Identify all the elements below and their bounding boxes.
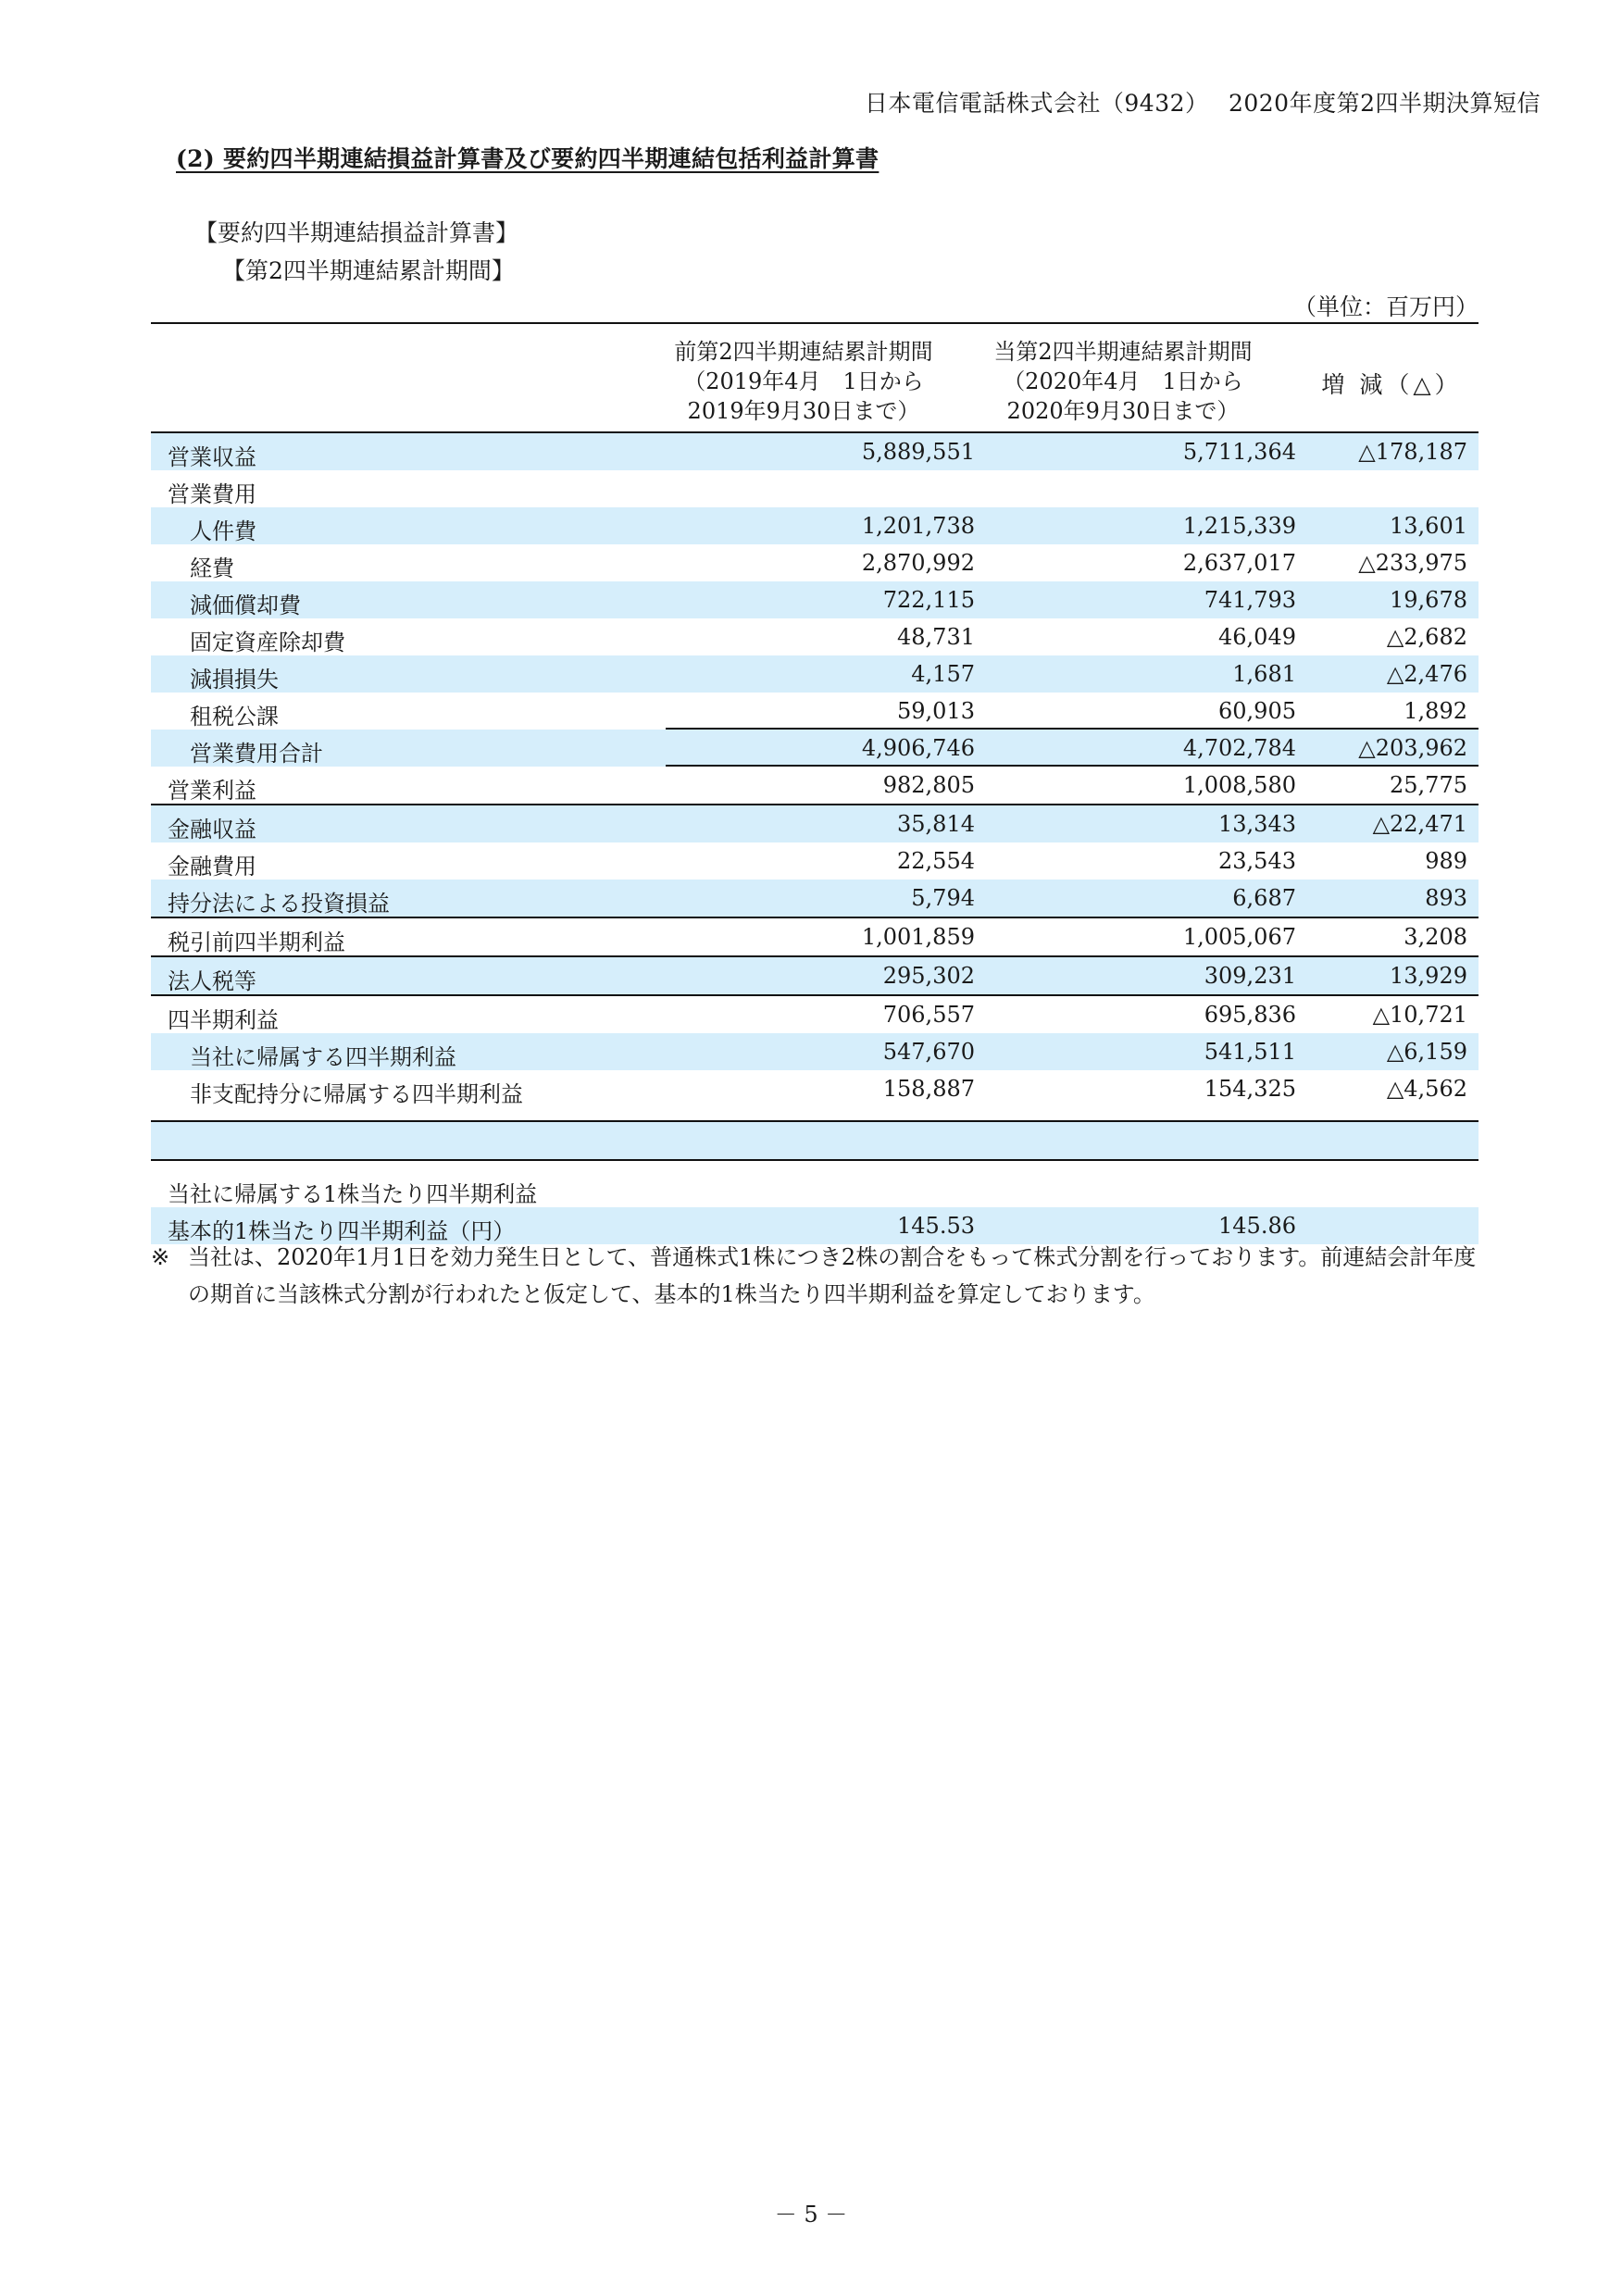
column-header-current-title: 当第2四半期連結累計期間	[993, 339, 1253, 365]
row-label: 租税公課	[190, 704, 279, 730]
previous-value: 706,557	[882, 1002, 975, 1028]
change-value: 25,775	[1390, 772, 1467, 798]
row-label: 経費	[190, 555, 234, 581]
table-row	[151, 918, 1479, 957]
change-value: 3,208	[1404, 924, 1467, 950]
change-value: △22,471	[1372, 811, 1467, 837]
table-row	[151, 618, 1479, 655]
table-row	[151, 693, 1479, 730]
row-label: 営業利益	[168, 778, 256, 804]
row-label: 減価償却費	[190, 593, 301, 618]
current-value: 154,325	[1204, 1076, 1296, 1102]
previous-value: 547,670	[882, 1039, 975, 1065]
column-header-current-from: （2020年4月 1日から	[1003, 368, 1243, 394]
change-value: 893	[1425, 885, 1467, 911]
change-value: 13,601	[1390, 513, 1467, 539]
change-value: △10,721	[1372, 1002, 1467, 1028]
row-label: 減損損失	[190, 667, 279, 693]
previous-value: 35,814	[897, 811, 975, 837]
column-header-previous	[665, 337, 942, 426]
eps-previous-value: 145.53	[897, 1213, 975, 1239]
previous-value: 5,794	[911, 885, 975, 911]
previous-value: 295,302	[882, 963, 975, 989]
change-value: 13,929	[1390, 963, 1467, 989]
change-value: △2,682	[1386, 624, 1467, 650]
page-number: － 5 －	[774, 2202, 848, 2227]
table-row	[151, 767, 1479, 805]
table-row	[151, 1070, 1479, 1107]
table-row	[151, 581, 1479, 618]
change-value: △2,476	[1386, 661, 1467, 687]
table-row	[151, 433, 1479, 470]
row-label: 税引前四半期利益	[168, 930, 345, 955]
previous-value: 22,554	[897, 848, 975, 874]
previous-value: 1,001,859	[861, 924, 975, 950]
previous-value: 158,887	[882, 1076, 975, 1102]
column-header-previous-to: 2019年9月30日まで）	[687, 398, 920, 424]
table-row	[151, 996, 1479, 1033]
income-statement-table	[151, 322, 1479, 1244]
previous-value: 59,013	[897, 698, 975, 724]
eps-heading: 当社に帰属する1株当たり四半期利益	[168, 1181, 538, 1207]
change-value: △233,975	[1358, 550, 1467, 576]
table-header	[151, 324, 1479, 433]
table-row	[151, 842, 1479, 880]
row-label: 人件費	[190, 518, 256, 544]
column-header-previous-from: （2019年4月 1日から	[683, 368, 924, 394]
table-row	[151, 1033, 1479, 1070]
row-label: 金融費用	[168, 854, 256, 880]
table-row	[151, 805, 1479, 842]
blank-shaded-row	[151, 1122, 1479, 1161]
current-value: 13,343	[1218, 811, 1296, 837]
eps-label: 基本的1株当たり四半期利益（円）	[168, 1218, 516, 1244]
previous-value: 5,889,551	[861, 439, 975, 465]
table-row	[151, 507, 1479, 544]
row-label: 四半期利益	[168, 1007, 279, 1033]
current-value: 1,005,067	[1182, 924, 1296, 950]
current-value: 1,008,580	[1182, 772, 1296, 798]
eps-heading-row	[151, 1170, 1479, 1207]
change-value: 989	[1425, 848, 1467, 874]
previous-value: 4,906,746	[861, 735, 975, 761]
row-label: 持分法による投資損益	[168, 891, 390, 917]
current-value: 46,049	[1218, 624, 1296, 650]
table-row	[151, 880, 1479, 918]
table-body	[151, 433, 1479, 1107]
period-title: 【第2四半期連結累計期間】	[222, 257, 515, 284]
row-label: 営業費用合計	[190, 741, 323, 767]
change-value: 19,678	[1390, 587, 1467, 613]
current-value: 541,511	[1204, 1039, 1296, 1065]
table-row	[151, 655, 1479, 693]
note-mark: ※	[151, 1244, 170, 1270]
row-label: 法人税等	[168, 968, 256, 994]
current-value: 1,681	[1232, 661, 1296, 687]
row-label: 当社に帰属する四半期利益	[190, 1044, 456, 1070]
current-value: 741,793	[1204, 587, 1296, 613]
previous-value: 2,870,992	[861, 550, 975, 576]
current-value: 4,702,784	[1182, 735, 1296, 761]
section-title: (2) 要約四半期連結損益計算書及び要約四半期連結包括利益計算書	[176, 145, 880, 172]
table-row	[151, 544, 1479, 581]
change-value: 1,892	[1404, 698, 1467, 724]
table-bottom-rule	[151, 1107, 1479, 1122]
previous-value: 4,157	[911, 661, 975, 687]
row-label: 固定資産除却費	[190, 630, 345, 655]
current-value: 60,905	[1218, 698, 1296, 724]
unit-label: （単位：百万円）	[1292, 293, 1479, 320]
column-header-current	[984, 337, 1262, 426]
table-row	[151, 470, 1479, 507]
current-value: 2,637,017	[1182, 550, 1296, 576]
row-label: 営業収益	[168, 444, 256, 470]
row-label: 金融収益	[168, 817, 256, 842]
row-label: 非支配持分に帰属する四半期利益	[190, 1081, 523, 1107]
current-value: 695,836	[1204, 1002, 1296, 1028]
previous-value: 982,805	[882, 772, 975, 798]
column-header-change: 増 減（△）	[1321, 371, 1462, 398]
current-value: 23,543	[1218, 848, 1296, 874]
change-value: △203,962	[1358, 735, 1467, 761]
table-row	[151, 957, 1479, 996]
change-value: △178,187	[1358, 439, 1467, 465]
footnote	[151, 1239, 1484, 1313]
table-row	[151, 730, 1479, 767]
current-value: 1,215,339	[1182, 513, 1296, 539]
statement-title: 【要約四半期連結損益計算書】	[194, 219, 519, 246]
note-text: 当社は、2020年1月1日を効力発生日として、普通株式1株につき2株の割合をもって株式分割を行っております。前連結会計年度の期首に当該株式分割が行われたと仮定して、基本的1株当たり四半期利益を算定しております。	[188, 1244, 1477, 1307]
document-header: 日本電信電話株式会社（9432） 2020年度第2四半期決算短信	[864, 90, 1541, 117]
eps-current-value: 145.86	[1218, 1213, 1296, 1239]
column-header-current-to: 2020年9月30日まで）	[1006, 398, 1240, 424]
current-value: 5,711,364	[1182, 439, 1296, 465]
column-header-previous-title: 前第2四半期連結累計期間	[674, 339, 933, 365]
current-value: 309,231	[1204, 963, 1296, 989]
previous-value: 48,731	[897, 624, 975, 650]
row-label: 営業費用	[168, 481, 256, 507]
change-value: △4,562	[1386, 1076, 1467, 1102]
current-value: 6,687	[1232, 885, 1296, 911]
previous-value: 722,115	[882, 587, 975, 613]
previous-value: 1,201,738	[861, 513, 975, 539]
spacer	[151, 1161, 1479, 1170]
change-value: △6,159	[1386, 1039, 1467, 1065]
